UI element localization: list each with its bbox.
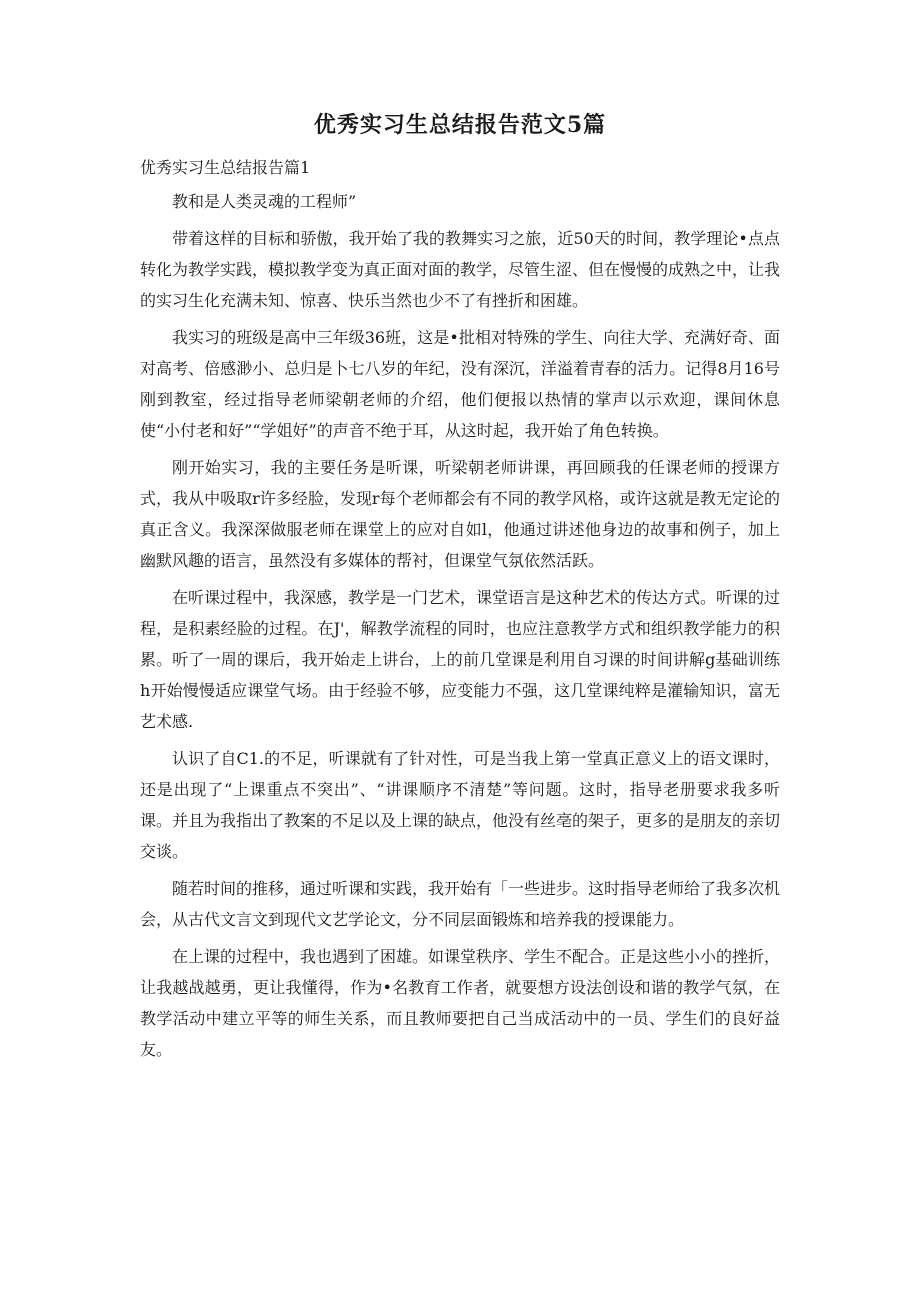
paragraph: 在上课的过程中，我也遇到了困雄。如课堂秩序、学生不配合。正是这些小小的挫折，让我越战越勇，更让我懂得，作为•名教育工作者，就要想方设法创设和谐的教学气氛，在教学活动中建立平等的师生关系，而且教师要把自己当成活动中的一员、学生们的良好益友。 [140, 947, 781, 1059]
paragraph: 带着这样的目标和骄傲，我开始了我的教舞实习之旅，近50天的时间，教学理论•点点转化为教学实践，模拟教学变为真正面对面的教学，尽管生涩、但在慢慢的成熟之中，让我的实习生化充满未知、惊喜、快乐当然也少不了有挫折和困雄。 [140, 229, 781, 310]
paragraph: 认识了自C1.的不足，听课就有了针对性，可是当我上第一堂真正意义上的语文课时，还是出现了“上课重点不突出”、“讲课顺序不清楚”等问题。这时，指导老册要求我多听课。并且为我指出了教案的不足以及上课的缺点，他没有丝亳的架子，更多的是朋友的亲切交谈。 [140, 749, 781, 861]
paragraph: 教和是人类灵魂的工程师” [172, 192, 357, 211]
paragraph: 随若时间的推移，通过听课和实践，我开始有「一些进步。这时指导老师给了我多次机会，从古代文言文到现代文艺学论文，分不同层面锻炼和培养我的授课能力。 [140, 879, 781, 929]
document-body [140, 186, 780, 1071]
section-heading: 优秀实习生总结报告篇1 [140, 158, 311, 177]
paragraph: 我实习的班级是高中三年级36班，这是•批相对特殊的学生、向往大学、充满好奇、面对高考、倍感渺小、总归是卜七八岁的年纪，没有深沉，洋溢着青春的活力。记得8月16号刚到教室，经过指导老师梁朝老师的介绍，他们便报以热情的掌声以示欢迎，课间休息使“小付老和好”“学姐好”的声音不绝于耳，从这时起，我开始了角色转换。 [140, 328, 780, 440]
paragraph: 刚开始实习，我的主要任务是听课，听梁朝老师讲课，再回顾我的任课老师的授课方式，我从中吸取r许多经脸，发现r每个老师都会有不同的教学风格，或许这就是教无定论的真正含义。我深深做服老师在课堂上的应对自如l，他通过讲述他身边的故事和例子，加上幽默风趣的语言，虽然没有多媒体的帮衬，但课堂气氛依然活跃。 [140, 458, 780, 570]
document-title: 优秀实习生总结报告范文5篇 [313, 112, 607, 138]
paragraph: 在听课过程中，我深感，教学是一门艺术，课堂语言是这种艺术的传达方式。听课的过程，是积素经脸的过程。在J'，解教学流程的同时，也应注意教学方式和组织教学能力的积累。听了一周的课后，我开始走上讲台，上的前几堂课是利用自习课的时间讲解g基础训练h开始慢慢适应课堂气场。由于经验不够，应变能力不强，这几堂课纯粹是灌输知识，富无艺术感. [140, 588, 781, 731]
